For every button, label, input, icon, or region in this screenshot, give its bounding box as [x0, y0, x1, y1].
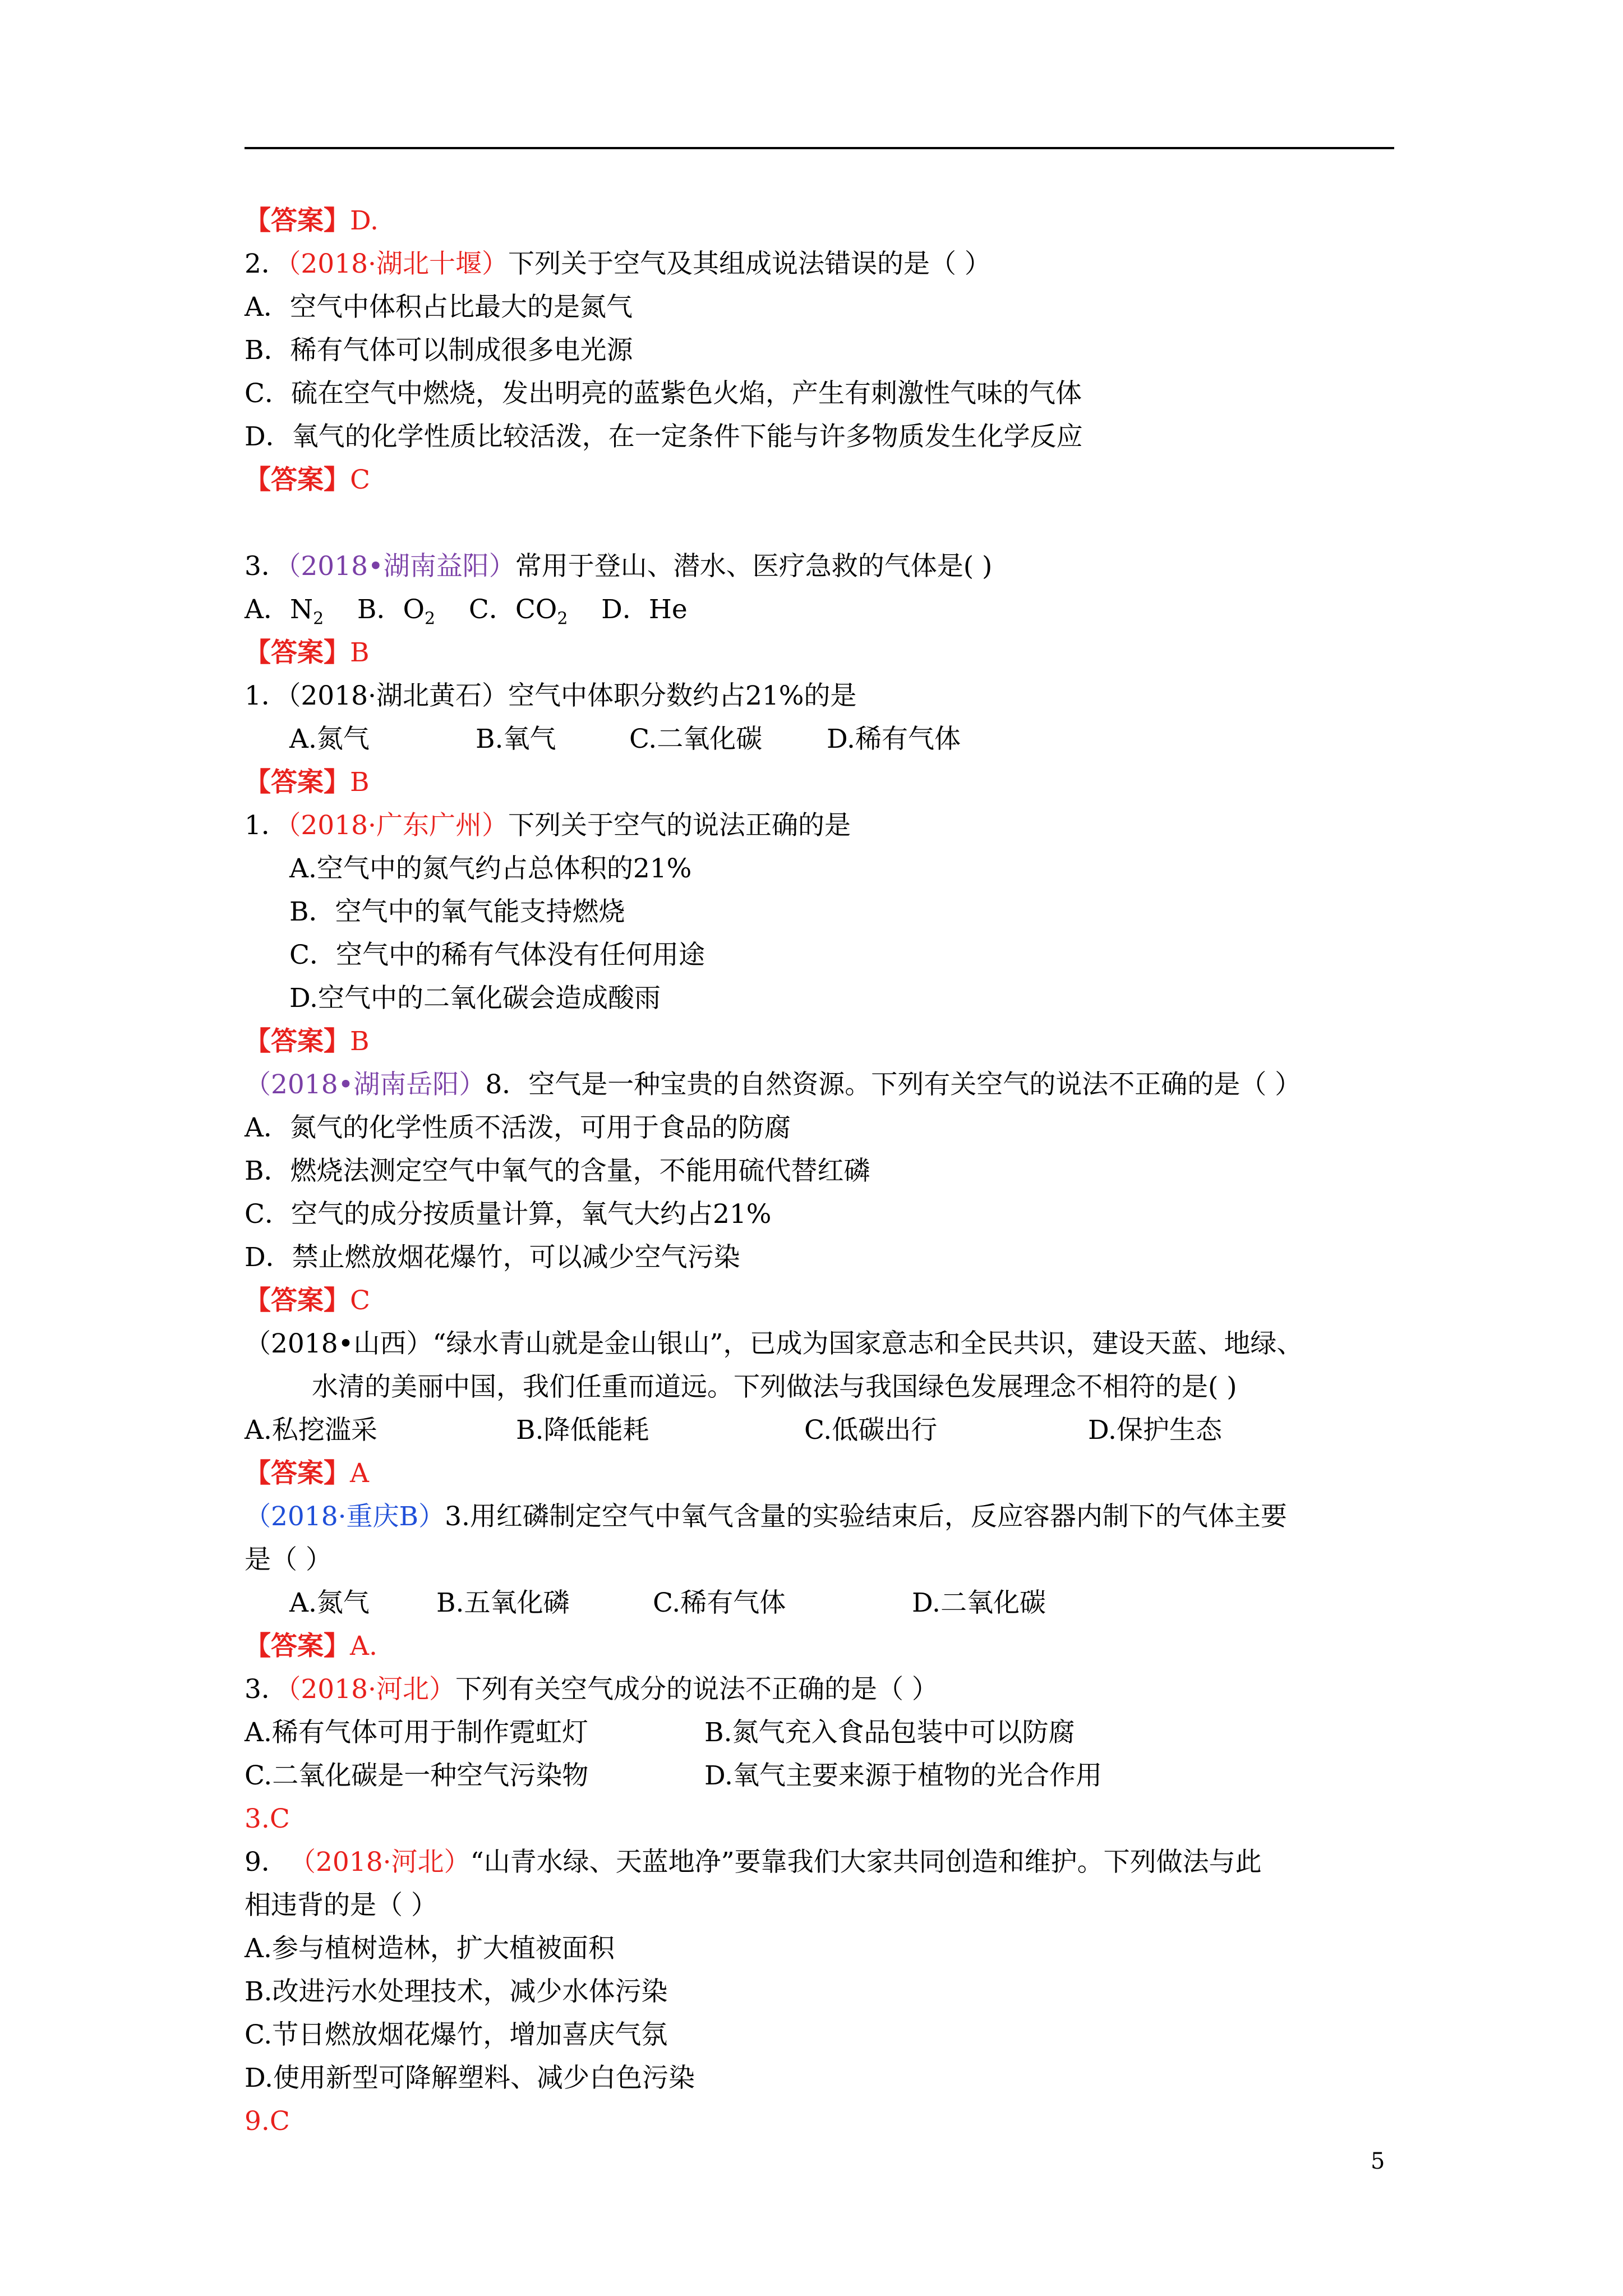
- option-b: B．空气中的氧气能支持燃烧: [289, 896, 625, 927]
- options-row: A.氮气 B.五氧化磷 C.稀有气体 D.二氧化碳: [289, 1588, 1046, 1618]
- option-a: A.参与植树造林，扩大植被面积: [245, 1933, 615, 1964]
- options-row: A.私挖滥采 B.降低能耗 C.低碳出行 D.保护生态: [245, 1415, 1222, 1446]
- options-row: C.二氧化碳是一种空气污染物 D.氧气主要来源于植物的光合作用: [245, 1760, 1102, 1791]
- question-8-yueyang: （2018•湖南岳阳）8．空气是一种宝贵的自然资源。下列有关空气的说法不正确的是（ ）: [245, 1069, 1302, 1100]
- question-9-hebei: 9．（2018·河北）“山青水绿、天蓝地净”要靠我们大家共同创造和维护。下列做法与此: [245, 1847, 1262, 1878]
- question-3-hebei: 3．（2018·河北）下列有关空气成分的说法不正确的是（ ）: [245, 1674, 938, 1705]
- option-a: A．空气中体积占比最大的是氮气: [245, 292, 633, 323]
- option-a: A.空气中的氮气约占总体积的21%: [289, 853, 692, 884]
- question-shanxi: （2018•山西）“绿水青山就是金山银山”，已成为国家意志和全民共识，建设天蓝、地绿、: [245, 1328, 1303, 1359]
- question-1-huangshi: 1．（2018·湖北黄石）空气中体职分数约占21%的是: [245, 680, 857, 711]
- options-row: A.稀有气体可用于制作霓虹灯 B.氮气充入食品包装中可以防腐: [245, 1717, 1075, 1748]
- answer-line: 9.C: [245, 2106, 290, 2137]
- option-b: B．燃烧法测定空气中氧气的含量，不能用硫代替红磷: [245, 1156, 870, 1186]
- header-rule: [245, 147, 1394, 149]
- document-body: [245, 199, 1400, 2143]
- question-1-guangzhou: 1．（2018·广东广州）下列关于空气的说法正确的是: [245, 810, 851, 841]
- option-d: D．禁止燃放烟花爆竹，可以减少空气污染: [245, 1242, 740, 1273]
- answer-line: 【答案】B: [245, 637, 370, 668]
- page-number: 5: [1371, 2148, 1385, 2174]
- answer-line: 【答案】C: [245, 1285, 370, 1316]
- option-b: B．稀有气体可以制成很多电光源: [245, 335, 633, 366]
- blank-line: [245, 501, 1400, 545]
- answer-line: 【答案】B: [245, 1026, 370, 1057]
- option-c: C.节日燃放烟花爆竹，增加喜庆气氛: [245, 2019, 668, 2050]
- question-9-hebei-continued: 相违背的是（ ）: [245, 1890, 437, 1921]
- question-3-chongqing-continued: 是（ ）: [245, 1544, 332, 1575]
- options-row: A．$N_2$ B．$O_2$ C．$CO_2$ D．He: [245, 594, 688, 629]
- question-3-yiyang: 3．（2018•湖南益阳）常用于登山、潜水、医疗急救的气体是( ): [245, 551, 993, 582]
- option-d: D．氧气的化学性质比较活泼，在一定条件下能与许多物质发生化学反应: [245, 421, 1083, 452]
- option-d: D.空气中的二氧化碳会造成酸雨: [289, 983, 661, 1014]
- question-3-chongqing: （2018·重庆B）3.用红磷制定空气中氧气含量的实验结束后，反应容器内制下的气体主要: [245, 1501, 1287, 1532]
- answer-line: 【答案】C: [245, 464, 370, 495]
- option-c: C．硫在空气中燃烧，发出明亮的蓝紫色火焰，产生有刺激性气味的气体: [245, 378, 1082, 409]
- option-d: D.使用新型可降解塑料、减少白色污染: [245, 2063, 695, 2093]
- question-2: 2．（2018·湖北十堰）下列关于空气及其组成说法错误的是（ ）: [245, 249, 991, 279]
- option-c: C．空气中的稀有气体没有任何用途: [289, 940, 705, 970]
- answer-line: 【答案】B: [245, 767, 370, 798]
- answer-line: 3.C: [245, 1803, 290, 1834]
- answer-line: 【答案】D.: [245, 205, 379, 236]
- option-a: A．氮气的化学性质不活泼，可用于食品的防腐: [245, 1112, 791, 1143]
- option-c: C．空气的成分按质量计算，氧气大约占21%: [245, 1199, 772, 1230]
- options-row: A.氮气 B.氧气 C.二氧化碳 D.稀有气体: [289, 724, 961, 754]
- answer-line: 【答案】A.: [245, 1631, 377, 1662]
- answer-line: 【答案】A: [245, 1458, 369, 1489]
- question-shanxi-continued: 水清的美丽中国，我们任重而道远。下列做法与我国绿色发展理念不相符的是( ): [312, 1372, 1237, 1402]
- option-b: B.改进污水处理技术，减少水体污染: [245, 1976, 668, 2007]
